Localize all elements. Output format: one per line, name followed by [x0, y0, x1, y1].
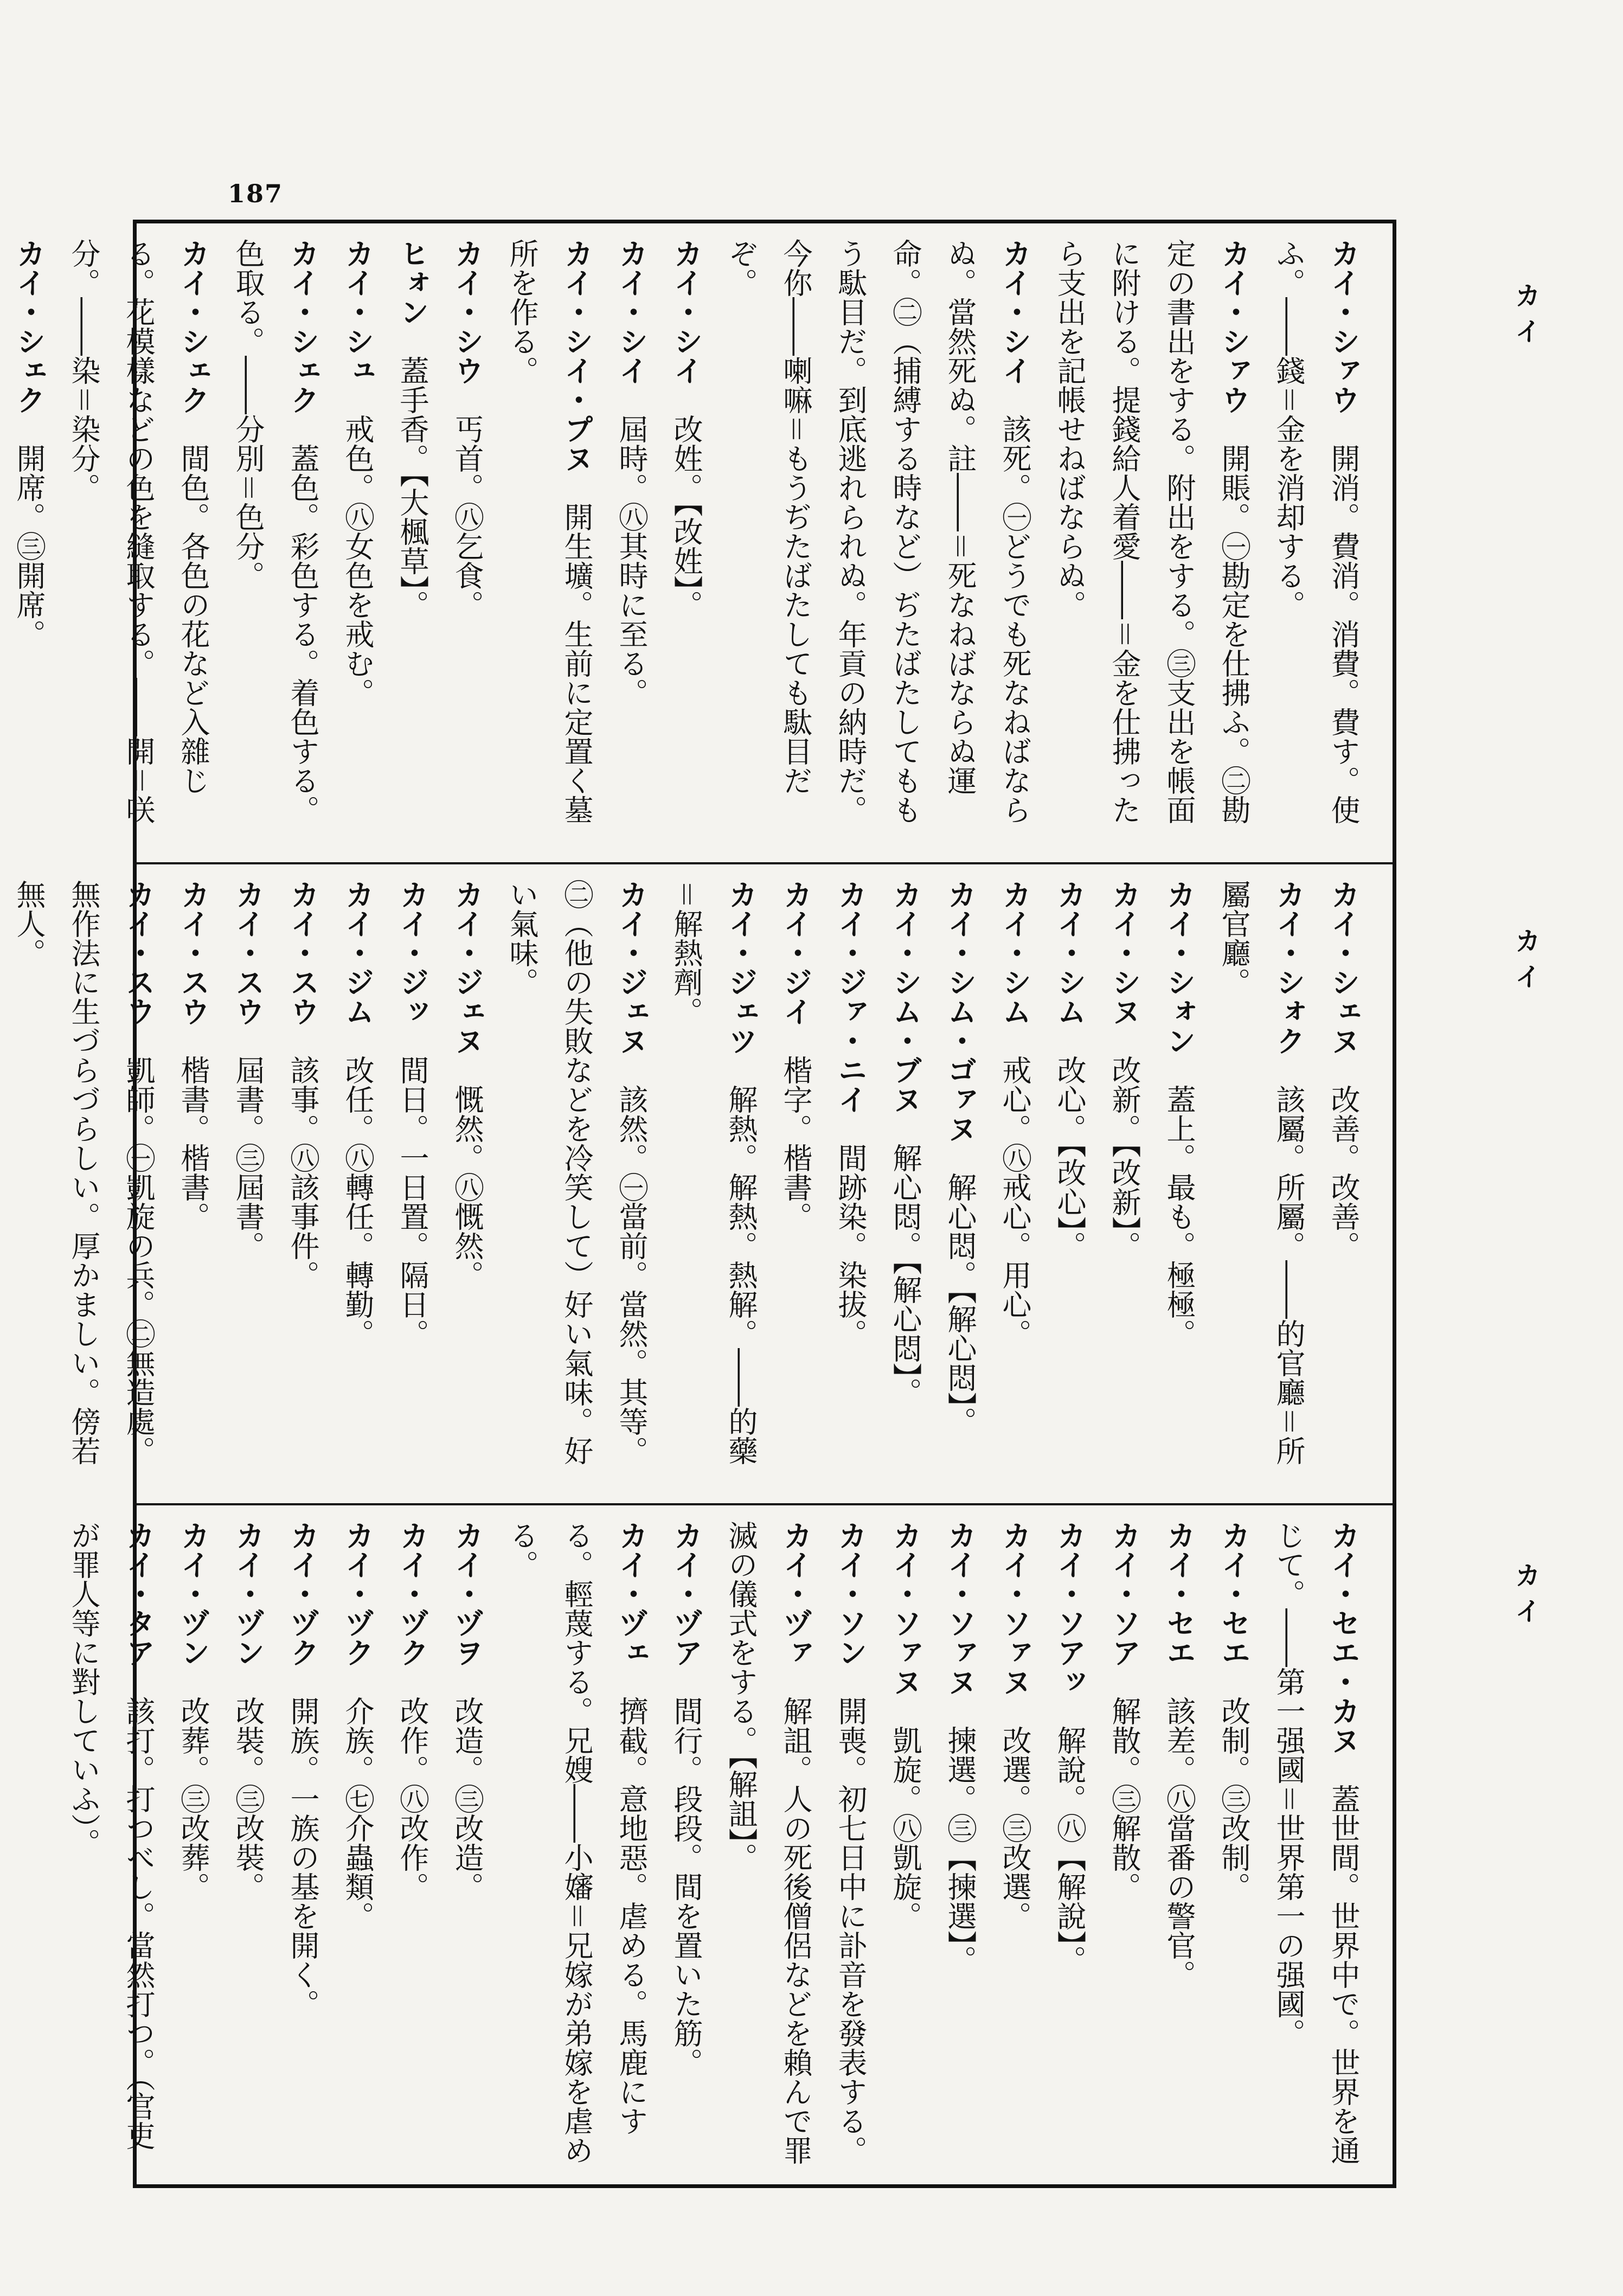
- entry-definition: 間跡染。染拔。: [833, 1143, 868, 1348]
- entry-headword: カイ・ジェヌ: [450, 880, 484, 1055]
- entry-definition: 揀選。㊂【揀選】。: [943, 1726, 977, 1974]
- dictionary-entry: [495, 239, 604, 851]
- dictionary-entry: [0, 239, 2, 851]
- entry-headword: カイ・シォク: [1272, 880, 1306, 1055]
- entry-definition: 改制。㊂改制。: [1217, 1696, 1251, 1901]
- entry-headword: カイ・シム: [998, 880, 1032, 1026]
- dictionary-entry: [1316, 880, 1371, 1492]
- entry-headword: カイ・ヅェ: [614, 1521, 649, 1667]
- dictionary-entry: [385, 1521, 440, 2173]
- entry-headword: ヒォン: [395, 239, 429, 326]
- entry-headword: カイ・ヅク: [286, 1521, 320, 1667]
- entry-definition: 該事。㊇該事件。: [286, 1055, 320, 1290]
- entry-definition: 介族。㊆介蟲類。: [341, 1696, 375, 1931]
- entry-columns: [12, 239, 1371, 851]
- entry-headword: カイ・ヅン: [231, 1521, 265, 1667]
- entry-definition: 凱旋。㊇凱旋。: [888, 1726, 922, 1931]
- entry-definition: 該然。㊀當前。當然。其等。㊁（他の失敗などを冷笑して）好い氣味。好い氣味。: [505, 880, 649, 1465]
- dictionary-entry: [714, 239, 1042, 851]
- entry-headword: カイ・ソン: [833, 1521, 868, 1667]
- entry-definition: 改善。改善。: [1326, 1085, 1361, 1260]
- entry-headword: カイ・セエ・カヌ: [1326, 1521, 1361, 1755]
- entry-definition: 改心。【改心】。: [1053, 1055, 1087, 1260]
- entry-headword: カイ・ヅク: [395, 1521, 429, 1667]
- dictionary-entry: [1097, 1521, 1152, 2173]
- dictionary-entry: [221, 880, 275, 1492]
- dictionary-frame: [12, 220, 1396, 2188]
- entry-headword: カイ・シュ: [341, 239, 375, 385]
- entry-definition: 改姓。【改姓】。: [669, 414, 703, 619]
- entry-definition: 蓋手香。【大楓草】。: [395, 356, 429, 619]
- entry-definition: 該打。打つべし。當然打つ。（官吏が罪人等に對していふ）。: [67, 1521, 156, 2150]
- entry-headword: カイ・シム: [1053, 880, 1087, 1026]
- running-head: カイ: [1510, 927, 1541, 999]
- dictionary-entry: [1042, 880, 1097, 1492]
- entry-headword: カイ・シェヌ: [1326, 880, 1361, 1055]
- entry-headword: カイ・タア: [121, 1521, 156, 1667]
- entry-columns: [12, 880, 1371, 1492]
- entry-definition: 解詛。人の死後僧侶などを賴んで罪滅の儀式をする。【解詛】。: [724, 1521, 813, 2165]
- entry-headword: カイ・ジッ: [395, 880, 429, 1026]
- dictionary-entry: [275, 1521, 330, 2173]
- entry-headword: カイ・シェク: [176, 239, 210, 414]
- dictionary-entry: [56, 1521, 166, 2173]
- entry-headword: カイ・シヌ: [1107, 880, 1141, 1026]
- entry-definition: 改新。【改新】。: [1107, 1055, 1141, 1260]
- entry-headword: カイ・ヅン: [176, 1521, 210, 1667]
- dictionary-entry: [495, 1521, 659, 2173]
- entry-headword: カイ・ジム: [341, 880, 375, 1026]
- entry-headword: カイ・シォン: [1162, 880, 1196, 1055]
- dictionary-entry: [878, 880, 933, 1492]
- dictionary-entry: [659, 880, 768, 1492]
- entry-definition: 慨然。㊇慨然。: [450, 1085, 484, 1290]
- entry-headword: カイ・ジェヌ: [614, 880, 649, 1055]
- entry-definition: 改選。㊂改選。: [998, 1726, 1032, 1931]
- entry-definition: 該屬。所屬。――的官廳＝所屬官廳。: [1217, 880, 1306, 1465]
- entry-headword: カイ・ソアッ: [1053, 1521, 1087, 1696]
- dictionary-entry: [1042, 239, 1261, 851]
- entry-definition: 蓋世間。世界中で。世界を通じて。――第一强國＝世界第一の强國。: [1272, 1521, 1361, 2165]
- dictionary-entry: [1042, 1521, 1097, 2173]
- dictionary-entry: [221, 1521, 275, 2173]
- entry-definition: 解散。㊂解散。: [1107, 1696, 1141, 1901]
- dictionary-entry: [933, 880, 987, 1492]
- entry-definition: 擠截。意地惡。虐める。馬鹿にする。輕蔑する。兄嫂――小嬸＝兄嫁が弟嫁を虐める。: [505, 1521, 649, 2165]
- entry-headword: カイ・シイ: [614, 239, 649, 385]
- entry-headword: カイ・シム・ブヌ: [888, 880, 922, 1114]
- entry-definition: 改葬。㊂改葬。: [176, 1696, 210, 1901]
- dictionary-entry: [221, 239, 330, 851]
- dictionary-entry: [2, 239, 56, 851]
- dictionary-entry: [166, 1521, 221, 2173]
- entry-headword: カイ・シウ: [450, 239, 484, 385]
- entry-definition: 改任。㊇轉任。轉勤。: [341, 1055, 375, 1348]
- entry-definition: 蓋色。彩色する。着色する。色取る。――分別＝色分。: [231, 239, 320, 824]
- dictionary-entry: [1261, 1521, 1371, 2173]
- running-head: カイ: [1510, 1562, 1541, 1633]
- entry-headword: カイ・ソァヌ: [943, 1521, 977, 1696]
- entry-headword: カイ・スウ: [176, 880, 210, 1026]
- dictionary-entry: [1152, 880, 1207, 1492]
- entry-definition: 間色。各色の花など入雜じる。花模樣などの色を縫取する。――開＝咲分。――染＝染分。: [67, 239, 210, 824]
- entry-definition: 開喪。初七日中に訃音を發表する。: [833, 1696, 868, 2165]
- entry-definition: 楷書。楷書。: [176, 1055, 210, 1231]
- entry-definition: 屆書。㊂屆書。: [231, 1055, 265, 1260]
- entry-definition: 改裝。㊂改裝。: [231, 1696, 265, 1901]
- entry-definition: 開席。㊂開席。: [12, 444, 46, 649]
- dictionary-entry: [1097, 880, 1152, 1492]
- dictionary-entry: [56, 239, 221, 851]
- entry-definition: 解心悶。【解心悶】。: [888, 1143, 922, 1407]
- dictionary-section: [12, 864, 1393, 1505]
- dictionary-entry: [385, 880, 440, 1492]
- entry-headword: カイ・ヅア: [669, 1521, 703, 1667]
- entry-headword: カイ・シェク: [286, 239, 320, 414]
- entry-definition: 解心悶。【解心悶】。: [943, 1172, 977, 1436]
- dictionary-entry: [440, 1521, 495, 2173]
- entry-definition: 蓋上。最も。極極。: [1162, 1085, 1196, 1348]
- entry-definition: 戒心。㊇戒心。用心。: [998, 1055, 1032, 1348]
- entry-headword: カイ・ジイ: [779, 880, 813, 1026]
- entry-definition: 楷字。楷書。: [779, 1055, 813, 1231]
- entry-headword: カイ・シム・ゴァヌ: [943, 880, 977, 1143]
- dictionary-entry: [604, 239, 659, 851]
- entry-headword: カイ・シイ: [998, 239, 1032, 385]
- dictionary-entry: [2, 880, 166, 1492]
- dictionary-entry: [768, 880, 823, 1492]
- dictionary-entry: [330, 880, 385, 1492]
- dictionary-entry: [1207, 880, 1316, 1492]
- entry-columns: [67, 1521, 1371, 2173]
- entry-headword: カイ・セエ: [1217, 1521, 1251, 1667]
- dictionary-entry: [987, 1521, 1042, 2173]
- running-head: カイ: [1510, 282, 1541, 354]
- entry-definition: 開賬。㊀勘定を仕拂ふ。㊁勘定の書出をする。附出をする。㊂支出を帳面に附ける。提錢給人着愛――＝金を仕拂ったら支出を記帳せねばならぬ。: [1053, 239, 1251, 824]
- entry-definition: 屆時。㊇其時に至る。: [614, 414, 649, 707]
- dictionary-entry: [659, 239, 714, 851]
- dictionary-entry: [1152, 1521, 1207, 2173]
- entry-definition: 丐首。㊇乞食。: [450, 414, 484, 619]
- entry-headword: カイ・ジェツ: [724, 880, 758, 1055]
- entry-definition: 戒色。㊇女色を戒む。: [341, 414, 375, 707]
- dictionary-entry: [1207, 1521, 1261, 2173]
- dictionary-section: [67, 1505, 1393, 2184]
- entry-definition: 開生壙。生前に定置く墓所を作る。: [505, 239, 594, 824]
- entry-definition: 該死。㊀どうでも死なねばならぬ。當然死ぬ。註――＝死なねばならぬ運命。㊁（捕縛する時など）ぢたばたしてももう駄目だ。到底逃れられぬ。年貢の納時だ。今你――喇嘛＝もうぢたばたしても駄目だぞ。: [724, 239, 1032, 824]
- entry-headword: カイ・ヅァ: [779, 1521, 813, 1667]
- dictionary-entry: [385, 239, 440, 851]
- dictionary-entry: [823, 880, 878, 1492]
- entry-headword: カイ・ソァヌ: [998, 1521, 1032, 1696]
- entry-definition: 開消。費消。消費。費す。使ふ。――錢＝金を消却する。: [1272, 239, 1361, 824]
- entry-headword: カイ・スウ: [231, 880, 265, 1026]
- entry-definition: 開族。一族の基を開く。: [286, 1696, 320, 2018]
- dictionary-section: [12, 223, 1393, 864]
- entry-headword: カイ・シァウ: [1217, 239, 1251, 414]
- dictionary-entry: [1261, 239, 1371, 851]
- entry-definition: 改造。㊂改造。: [450, 1696, 484, 1901]
- entry-definition: 該差。㊇當番の警官。: [1162, 1696, 1196, 1989]
- dictionary-entry: [495, 880, 659, 1492]
- entry-definition: 凱師。㊀凱旋の兵。㊁無造處。無作法に生づらづらしい。厚かましい。傍若無人。: [12, 880, 156, 1465]
- entry-headword: カイ・ソア: [1107, 1521, 1141, 1667]
- entry-headword: カイ・シァウ: [1326, 239, 1361, 414]
- entry-definition: 間日。一日置。隔日。: [395, 1055, 429, 1348]
- entry-headword: カイ・ソァヌ: [888, 1521, 922, 1696]
- entry-headword: カイ・シイ: [669, 239, 703, 385]
- dictionary-entry: [0, 880, 2, 1492]
- entry-headword: カイ・スウ: [121, 880, 156, 1026]
- entry-definition: 解說。㊇【解說】。: [1053, 1726, 1087, 1974]
- entry-headword: カイ・ジァ・ニイ: [833, 880, 868, 1114]
- entry-headword: カイ・ヅヲ: [450, 1521, 484, 1667]
- entry-headword: カイ・スウ: [286, 880, 320, 1026]
- entry-headword: カイ・シェク: [12, 239, 46, 414]
- dictionary-entry: [878, 1521, 933, 2173]
- entry-definition: 改作。㊇改作。: [395, 1696, 429, 1901]
- entry-headword: カイ・セエ: [1162, 1521, 1196, 1667]
- dictionary-entry: [987, 880, 1042, 1492]
- dictionary-entry: [823, 1521, 878, 2173]
- dictionary-entry: [440, 239, 495, 851]
- entry-headword: カイ・ヅク: [341, 1521, 375, 1667]
- dictionary-entry: [275, 880, 330, 1492]
- entry-headword: カイ・シイ・プヌ: [560, 239, 594, 473]
- entry-definition: 間行。段段。間を置いた筋。: [669, 1696, 703, 2077]
- dictionary-entry: [933, 1521, 987, 2173]
- dictionary-entry: [659, 1521, 714, 2173]
- dictionary-entry: [330, 239, 385, 851]
- entry-definition: 解熱。解熱。熱解。――的藥＝解熱劑。: [669, 880, 758, 1465]
- dictionary-entry: [330, 1521, 385, 2173]
- dictionary-entry: [166, 880, 221, 1492]
- dictionary-entry: [714, 1521, 823, 2173]
- dictionary-entry: [440, 880, 495, 1492]
- page-number: 187: [228, 179, 284, 208]
